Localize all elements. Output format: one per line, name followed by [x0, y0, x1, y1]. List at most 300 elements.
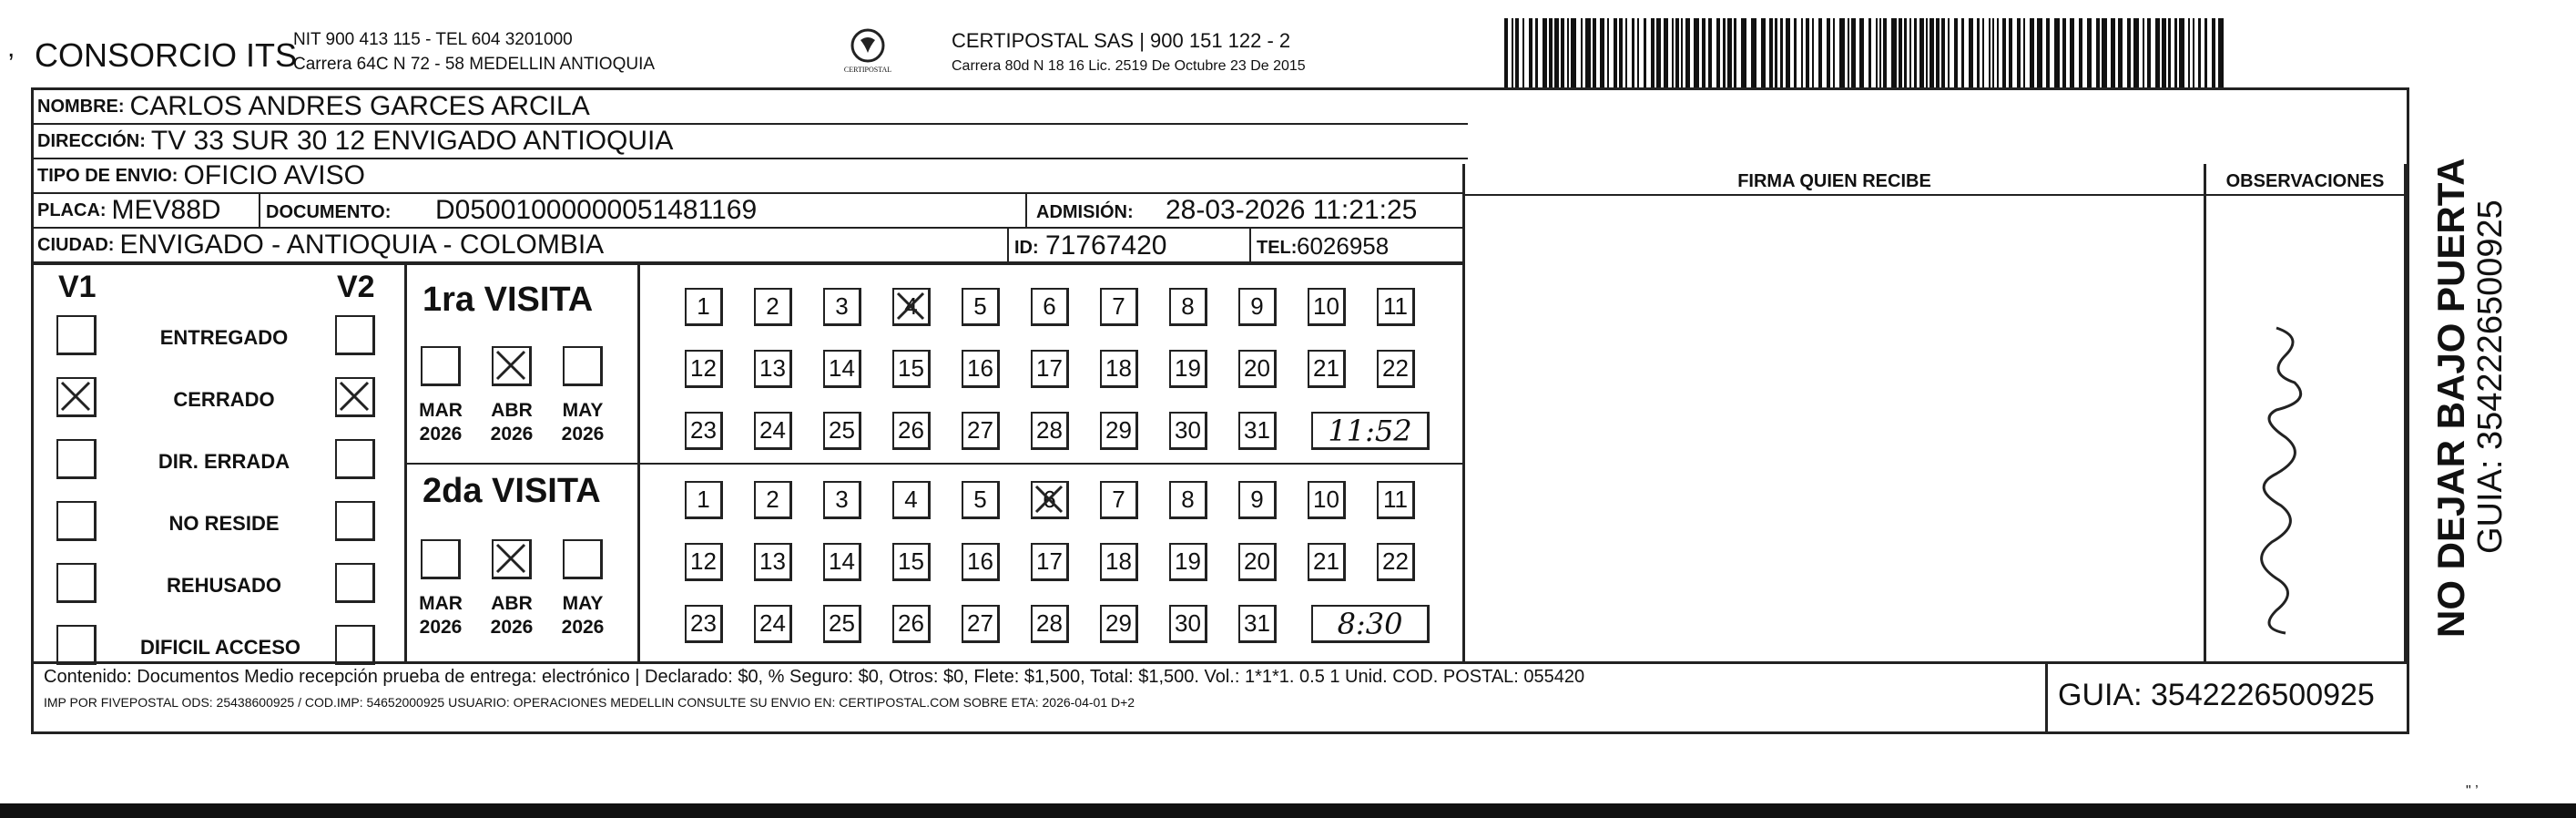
barcode-bar: [1954, 18, 1958, 89]
day-number: 12: [690, 354, 717, 382]
day-number: 25: [829, 609, 855, 637]
barcode-bar: [2133, 18, 2139, 89]
day-cell[interactable]: [1169, 605, 1207, 643]
month-label: [554, 592, 612, 639]
day-number: 4: [904, 292, 918, 320]
day-cell[interactable]: [823, 605, 861, 643]
month-label: [554, 399, 612, 446]
barcode-bar: [2147, 18, 2151, 89]
barcode-bar: [1529, 18, 1532, 89]
month-checkbox[interactable]: [421, 346, 461, 386]
barcode-bar: [1948, 18, 1950, 89]
day-number: 2: [766, 486, 779, 513]
day-number: 18: [1105, 547, 1132, 575]
observations-header: OBSERVACIONES: [2225, 171, 2385, 191]
address-row: [34, 125, 1468, 159]
day-number: 19: [1175, 547, 1201, 575]
day-number: 14: [829, 354, 855, 382]
day-number: 16: [967, 354, 993, 382]
day-cell[interactable]: [1377, 543, 1415, 581]
day-cell[interactable]: [1169, 543, 1207, 581]
v1-checkbox[interactable]: [56, 563, 97, 603]
v1-header: V1: [58, 270, 97, 304]
day-number: 30: [1175, 609, 1201, 637]
name-row: [34, 90, 1468, 125]
status-option-label: DIR. ERRADA: [158, 450, 290, 473]
handwritten-signature: [2222, 319, 2331, 647]
carrier-name: CERTIPOSTAL SAS | 900 151 122 - 2: [952, 29, 1291, 52]
barcode-bar: [2204, 18, 2207, 89]
certipostal-logo: [836, 27, 900, 77]
day-number: 22: [1382, 547, 1409, 575]
barcode-bar: [1929, 18, 1934, 89]
month-year: 2026: [561, 617, 605, 638]
status-option-label: ENTREGADO: [159, 326, 289, 349]
day-number: 11: [1383, 486, 1408, 513]
barcode-bar: [1992, 18, 1994, 89]
month-label: [483, 592, 541, 639]
month-year: 2026: [561, 424, 605, 445]
day-number: 18: [1105, 354, 1132, 382]
month-year: 2026: [419, 424, 463, 445]
day-number: 22: [1382, 354, 1409, 382]
barcode-bar: [1656, 18, 1661, 89]
v1-checkbox[interactable]: [56, 439, 97, 479]
day-cell[interactable]: [1308, 350, 1346, 388]
day-cell[interactable]: [823, 288, 861, 326]
barcode-bar: [1702, 18, 1705, 89]
barcode-bar: [2009, 18, 2012, 89]
month-year: 2026: [490, 617, 534, 638]
v2-checkbox[interactable]: [335, 315, 375, 355]
month-checkbox[interactable]: [492, 346, 532, 386]
barcode-bar: [1614, 18, 1617, 89]
day-cell[interactable]: [892, 350, 931, 388]
barcode-bar: [1876, 18, 1878, 89]
day-cell[interactable]: [892, 605, 931, 643]
v2-header: V2: [337, 270, 375, 304]
barcode-bar: [2179, 18, 2184, 89]
v1-checkbox[interactable]: [56, 377, 97, 417]
barcode-bar: [1982, 18, 1984, 89]
day-number: 28: [1036, 416, 1063, 444]
day-cell[interactable]: [1238, 481, 1277, 519]
day-number: 31: [1244, 609, 1270, 637]
day-number: 17: [1036, 354, 1063, 382]
barcode-bar: [1780, 18, 1783, 89]
barcode-bar: [2030, 18, 2034, 89]
barcode-bar: [1941, 18, 1945, 89]
day-cell[interactable]: [685, 605, 723, 643]
name-label: NOMBRE:: [37, 96, 125, 117]
barcode-bar: [2062, 18, 2066, 89]
side-column-divider: [2404, 164, 2407, 661]
side-guide: GUIA: 3542226500925: [2471, 199, 2510, 554]
admission-value: 28-03-2026 11:21:25: [1166, 195, 1418, 225]
barcode-bar: [1561, 18, 1564, 89]
month-checkbox[interactable]: [421, 539, 461, 579]
day-cell[interactable]: [1308, 543, 1346, 581]
day-cell[interactable]: [823, 412, 861, 450]
day-cell[interactable]: [1100, 412, 1138, 450]
day-cell[interactable]: [1031, 605, 1069, 643]
barcode-bar: [1775, 18, 1777, 89]
day-number: 29: [1105, 416, 1132, 444]
day-number: 7: [1112, 486, 1125, 513]
barcode-bar: [1883, 18, 1887, 89]
barcode-bar: [2168, 18, 2171, 89]
day-number: 24: [759, 609, 786, 637]
barcode-bar: [2023, 18, 2025, 89]
send-type-label: TIPO DE ENVIO:: [37, 165, 178, 186]
barcode-bar: [1859, 18, 1864, 89]
barcode-bar: [1625, 18, 1627, 89]
barcode-bar: [2212, 18, 2215, 89]
barcode-bar: [1600, 18, 1604, 89]
barcode-bar: [1593, 18, 1596, 89]
day-cell[interactable]: [962, 481, 1000, 519]
status-section-line: [34, 263, 1465, 265]
month-checkbox[interactable]: [492, 539, 532, 579]
visit-time-field[interactable]: 8:30: [1311, 605, 1430, 643]
day-cell[interactable]: [1308, 288, 1346, 326]
day-cell[interactable]: [1031, 288, 1069, 326]
day-cell[interactable]: [962, 543, 1000, 581]
barcode-bar: [2096, 18, 2100, 89]
day-number: 8: [1181, 486, 1195, 513]
day-cell[interactable]: [754, 412, 792, 450]
day-number: 9: [1250, 292, 1264, 320]
barcode-bar: [2198, 18, 2201, 89]
day-number: 5: [973, 486, 987, 513]
barcode-bar: [1522, 18, 1524, 89]
id-label: ID:: [1014, 238, 1039, 258]
admission-cell: [1025, 194, 1027, 229]
barcode-bar: [1786, 18, 1790, 89]
month-year: 2026: [419, 617, 463, 638]
day-cell[interactable]: [685, 412, 723, 450]
day-cell[interactable]: [685, 543, 723, 581]
day-number: 7: [1112, 292, 1125, 320]
barcode-bar: [1891, 18, 1897, 89]
barcode-bar: [2054, 18, 2060, 89]
check-mark-icon: [337, 379, 373, 415]
barcode-bar: [2046, 18, 2050, 89]
day-cell[interactable]: [754, 543, 792, 581]
day-cell[interactable]: [1169, 412, 1207, 450]
day-cell[interactable]: [1169, 288, 1207, 326]
v2-checkbox[interactable]: [335, 563, 375, 603]
barcode-bar: [1904, 18, 1907, 89]
footer-imp: IMP POR FIVEPOSTAL ODS: 25438600925 / COD.IMP: 54652000925 USUARIO: OPERACIONES MEDELLIN CONSULTE SU ENVIO EN: CERTIPOSTAL.COM SOBRE ETA: 2026-04-01 D+2: [44, 695, 1135, 710]
barcode-bar: [1761, 18, 1766, 89]
day-number: 31: [1244, 416, 1270, 444]
barcode-bar: [1961, 18, 1964, 89]
barcode-bar: [1515, 18, 1519, 89]
day-cell[interactable]: [1238, 605, 1277, 643]
tel-label: TEL:: [1257, 238, 1298, 258]
signature-scribble-icon: [2222, 319, 2331, 647]
signature-header-line: [1462, 194, 2407, 196]
v1-checkbox[interactable]: [56, 501, 97, 541]
barcode-bar: [1751, 18, 1756, 89]
day-cell[interactable]: [892, 481, 931, 519]
barcode-bar: [1827, 18, 1830, 89]
carrier-address: Carrera 80d N 18 16 Lic. 2519 De Octubre 23 De 2015: [952, 58, 1306, 74]
status-option-label: DIFICIL ACCESO: [139, 636, 300, 659]
visit-1-title: 1ra VISITA: [423, 281, 594, 319]
day-cell[interactable]: [1100, 288, 1138, 326]
barcode-bar: [2079, 18, 2082, 89]
status-option-label: NO RESIDE: [168, 512, 280, 535]
footer-line: [34, 661, 2407, 664]
v2-checkbox[interactable]: [335, 377, 375, 417]
name-value: CARLOS ANDRES GARCES ARCILA: [129, 91, 590, 121]
barcode-bar: [1848, 18, 1849, 89]
barcode-bar: [1694, 18, 1699, 89]
day-number: 15: [898, 547, 924, 575]
barcode-bar: [1969, 18, 1973, 89]
day-cell[interactable]: [892, 288, 931, 326]
barcode-bar: [2162, 18, 2166, 89]
barcode-bar: [1851, 18, 1856, 89]
day-cell[interactable]: [1100, 605, 1138, 643]
footer-guide-divider: [2045, 661, 2048, 731]
day-cell[interactable]: [754, 605, 792, 643]
month-name: MAR: [419, 593, 463, 614]
day-cell[interactable]: [1238, 350, 1277, 388]
day-number: 29: [1105, 609, 1132, 637]
day-number: 27: [967, 416, 993, 444]
address-label: DIRECCIÓN:: [37, 130, 146, 151]
barcode-bar: [1997, 18, 1999, 89]
v1-checkbox[interactable]: [56, 315, 97, 355]
day-cell[interactable]: [1100, 481, 1138, 519]
check-mark-icon: [894, 290, 929, 324]
day-cell[interactable]: [754, 288, 792, 326]
barcode-bar: [1681, 18, 1683, 89]
barcode-bar: [2193, 18, 2194, 89]
day-number: 13: [759, 547, 786, 575]
footer-contents: Contenido: Documentos Medio recepción prueba de entrega: electrónico | Declarado: $0, % Seguro: $0, Otros: $0, Flete: $1,500, Total: $1,500. Vol.: 1*1*1. 0.5 1 Unid. COD. POSTAL: 055420: [44, 667, 1585, 687]
corner-mark: " ’: [2466, 783, 2479, 799]
barcode-bar: [1741, 18, 1746, 89]
day-cell[interactable]: [1169, 481, 1207, 519]
barcode: [1504, 18, 2229, 89]
barcode-bar: [1818, 18, 1822, 89]
barcode-bar: [1637, 18, 1639, 89]
visit-2-title: 2da VISITA: [423, 472, 601, 510]
observations-column-divider: [2204, 164, 2206, 661]
barcode-bar: [2111, 18, 2115, 89]
barcode-bar: [2127, 18, 2131, 89]
barcode-bar: [1812, 18, 1814, 89]
visit-time-field[interactable]: 11:52: [1311, 412, 1430, 450]
tel-value: 6026958: [1297, 232, 1390, 260]
address-value: TV 33 SUR 30 12 ENVIGADO ANTIOQUIA: [150, 126, 674, 156]
day-number: 26: [898, 416, 924, 444]
barcode-bar: [1585, 18, 1591, 89]
month-label: [483, 399, 541, 446]
day-cell[interactable]: [1031, 543, 1069, 581]
day-cell[interactable]: [1238, 288, 1277, 326]
month-name: MAR: [419, 400, 463, 421]
barcode-bar: [2188, 18, 2190, 89]
day-cell[interactable]: [1308, 481, 1346, 519]
barcode-bar: [1581, 18, 1583, 89]
day-number: 24: [759, 416, 786, 444]
barcode-bar: [1909, 18, 1911, 89]
barcode-bar: [1543, 18, 1547, 89]
day-number: 3: [835, 292, 849, 320]
day-cell[interactable]: [685, 288, 723, 326]
day-cell[interactable]: [892, 543, 931, 581]
day-cell[interactable]: [962, 288, 1000, 326]
day-number: 13: [759, 354, 786, 382]
day-cell[interactable]: [962, 412, 1000, 450]
v2-checkbox[interactable]: [335, 625, 375, 665]
day-cell[interactable]: [823, 543, 861, 581]
barcode-bar: [2017, 18, 2021, 89]
day-number: 15: [898, 354, 924, 382]
barcode-bar: [1675, 18, 1679, 89]
barcode-bar: [1651, 18, 1655, 89]
day-number: 6: [1043, 292, 1056, 320]
day-cell[interactable]: [1031, 412, 1069, 450]
day-number: 21: [1313, 354, 1339, 382]
v2-checkbox[interactable]: [335, 501, 375, 541]
day-number: 20: [1244, 354, 1270, 382]
barcode-bar: [1716, 18, 1720, 89]
barcode-bar: [1839, 18, 1845, 89]
barcode-bar: [1619, 18, 1623, 89]
barcode-bar: [1567, 18, 1569, 89]
barcode-bar: [1989, 18, 1991, 89]
barcode-bar: [1664, 18, 1668, 89]
check-mark-icon: [58, 379, 95, 415]
day-cell[interactable]: [754, 481, 792, 519]
day-number: 6: [1043, 486, 1056, 513]
barcode-bar: [1644, 18, 1646, 89]
document-value: D05001000000051481169: [435, 195, 758, 225]
barcode-bar: [1685, 18, 1690, 89]
barcode-bar: [1879, 18, 1881, 89]
visit-divider: [407, 463, 1463, 465]
day-number: 16: [967, 547, 993, 575]
day-cell[interactable]: [1238, 543, 1277, 581]
month-year: 2026: [490, 424, 534, 445]
day-cell[interactable]: [823, 481, 861, 519]
barcode-bar: [2102, 18, 2107, 89]
barcode-bar: [1672, 18, 1674, 89]
day-cell[interactable]: [1169, 350, 1207, 388]
day-number: 12: [690, 547, 717, 575]
barcode-bar: [2174, 18, 2177, 89]
day-cell[interactable]: [1031, 481, 1069, 519]
day-number: 23: [690, 609, 717, 637]
barcode-bar: [2218, 18, 2224, 89]
barcode-bar: [2155, 18, 2160, 89]
month-label: [412, 399, 470, 446]
day-cell[interactable]: [892, 412, 931, 450]
day-cell[interactable]: [1031, 350, 1069, 388]
v1-checkbox[interactable]: [56, 625, 97, 665]
month-name: ABR: [491, 593, 533, 614]
day-cell[interactable]: [962, 350, 1000, 388]
day-number: 23: [690, 416, 717, 444]
side-warning: NO DEJAR BAJO PUERTA: [2429, 158, 2472, 638]
day-cell[interactable]: [1238, 412, 1277, 450]
check-mark-icon: [1033, 483, 1067, 517]
day-number: 30: [1175, 416, 1201, 444]
barcode-bar: [1571, 18, 1576, 89]
day-cell[interactable]: [685, 481, 723, 519]
month-name: MAY: [562, 593, 604, 614]
day-number: 11: [1383, 292, 1408, 320]
barcode-bar: [1554, 18, 1559, 89]
month-checkbox[interactable]: [563, 346, 603, 386]
month-checkbox[interactable]: [563, 539, 603, 579]
barcode-bar: [1936, 18, 1940, 89]
day-number: 1: [697, 292, 710, 320]
barcode-bar: [1868, 18, 1871, 89]
day-cell[interactable]: [823, 350, 861, 388]
plate-value: MEV88D: [111, 195, 221, 225]
barcode-bar: [1977, 18, 1980, 89]
day-cell[interactable]: [1100, 543, 1138, 581]
send-type-value: OFICIO AVISO: [183, 160, 365, 190]
barcode-bar: [1708, 18, 1712, 89]
day-cell[interactable]: [1377, 481, 1415, 519]
footer-guide: GUIA: 3542226500925: [2058, 678, 2375, 712]
check-mark-icon: [494, 348, 530, 384]
city-label: CIUDAD:: [37, 234, 115, 255]
barcode-bar: [2037, 18, 2042, 89]
day-cell[interactable]: [754, 350, 792, 388]
day-number: 1: [697, 486, 710, 513]
barcode-bar: [1512, 18, 1513, 89]
plate-label: PLACA:: [37, 199, 107, 220]
month-label: [412, 592, 470, 639]
barcode-bar: [1914, 18, 1917, 89]
barcode-bar: [2070, 18, 2074, 89]
v2-checkbox[interactable]: [335, 439, 375, 479]
day-cell[interactable]: [685, 350, 723, 388]
day-cell[interactable]: [1377, 350, 1415, 388]
day-cell[interactable]: [1100, 350, 1138, 388]
day-cell[interactable]: [962, 605, 1000, 643]
barcode-bar: [1926, 18, 1928, 89]
status-option-label: CERRADO: [173, 388, 275, 411]
id-divider: [1007, 229, 1009, 263]
day-cell[interactable]: [1377, 288, 1415, 326]
barcode-bar: [1833, 18, 1835, 89]
day-number: 20: [1244, 547, 1270, 575]
day-number: 17: [1036, 547, 1063, 575]
day-number: 3: [835, 486, 849, 513]
day-number: 10: [1313, 292, 1339, 320]
signature-column-divider: [1462, 164, 1465, 661]
document-label: DOCUMENTO:: [266, 202, 392, 222]
barcode-bar: [1769, 18, 1773, 89]
logo-text: CERTIPOSTAL: [843, 66, 892, 74]
admission-label: ADMISIÓN:: [1036, 202, 1134, 222]
day-number: 9: [1250, 486, 1264, 513]
bottom-band: [0, 803, 2576, 818]
barcode-bar: [1919, 18, 1924, 89]
day-number: 10: [1313, 486, 1339, 513]
barcode-bar: [1632, 18, 1634, 89]
